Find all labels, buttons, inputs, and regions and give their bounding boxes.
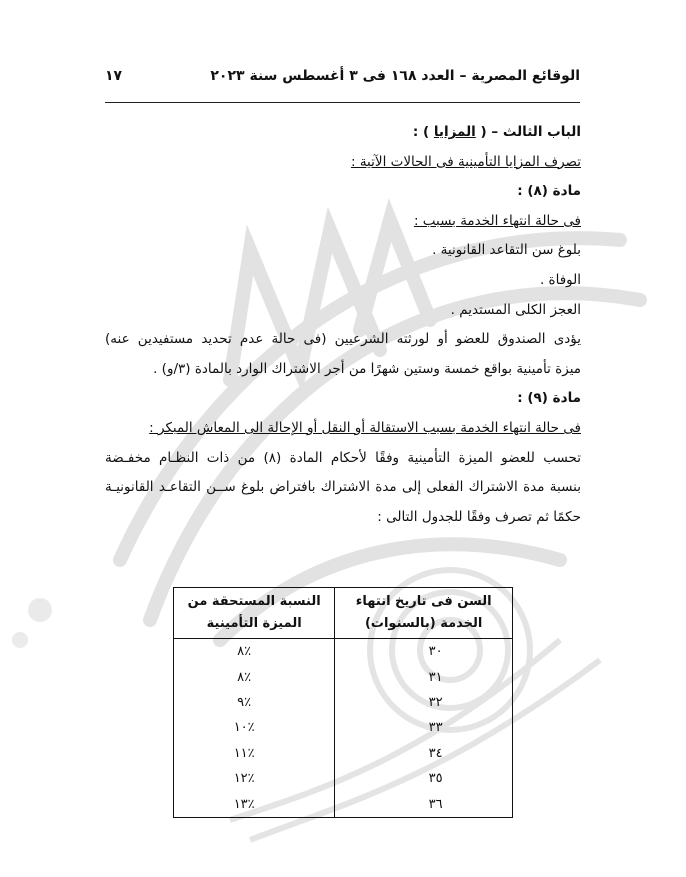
article-8-item-2: الوفاة .: [539, 271, 581, 288]
document-body: [105, 118, 581, 532]
table-row: [174, 639, 513, 665]
benefit-table: [173, 587, 513, 818]
chapter-topic: المزايا: [433, 124, 476, 140]
percentage-cell: ٪١١: [174, 741, 335, 766]
age-cell: ٣٦: [335, 791, 513, 817]
age-cell: ٣١: [335, 664, 513, 689]
chapter-label: الباب الثالث: [502, 124, 581, 140]
page-number: ١٧: [105, 68, 123, 84]
article-9-case: فى حالة انتهاء الخدمة بسبب الاستقالة أو النقل أو الإحالة الى المعاش المبكر :: [149, 419, 581, 436]
chapter-separator: – (: [475, 124, 503, 140]
article-8-title: مادة (٨) :: [517, 183, 581, 200]
article-9-title: مادة (٩) :: [517, 390, 581, 407]
table-row: [174, 690, 513, 715]
article-8-case: فى حالة انتهاء الخدمة بسبب :: [413, 212, 581, 229]
table-row: [174, 766, 513, 791]
gazette-title: الوقائع المصرية – العدد ١٦٨ فى ٣ أغسطس سنة ٢٠٢٣: [210, 68, 580, 84]
chapter-heading: [105, 118, 581, 148]
percentage-cell: ٪١٠: [174, 715, 335, 740]
article-8-paragraph-line-2: ميزة تأمينية بواقع خمسة وستين شهرًا من أجر الاشتراك الوارد بالمادة (٣/و) .: [153, 360, 581, 377]
percentage-cell: ٪٨: [174, 664, 335, 689]
age-cell: ٣٤: [335, 741, 513, 766]
age-column-header: السن فى تاريخ انتهاء الخدمة (بالسنوات): [335, 588, 513, 639]
article-8-paragraph-line-1: يؤدى الصندوق للعضو أو لورثته الشرعيين (فى حالة عدم تحديد مستفيدين عنه): [105, 331, 581, 348]
page-header: [105, 64, 580, 94]
percentage-cell: ٪١٢: [174, 766, 335, 791]
age-cell: ٣٥: [335, 766, 513, 791]
table-body: [174, 639, 513, 818]
article-9-line-1: تحسب للعضو الميزة التأمينية وفقًا لأحكام المادة (٨) من ذات النظـام مخفـضة: [105, 449, 581, 466]
article-8-item-1: بلوغ سن التقاعد القانونية .: [432, 242, 581, 259]
age-cell: ٣٣: [335, 715, 513, 740]
percentage-cell: ٪٩: [174, 690, 335, 715]
percentage-cell: ٪٨: [174, 639, 335, 665]
age-cell: ٣٠: [335, 639, 513, 665]
header-divider: [105, 102, 580, 103]
table-row: [174, 715, 513, 740]
article-8-item-3: العجز الكلى المستديم .: [450, 301, 581, 318]
chapter-end: ) :: [412, 124, 434, 140]
age-cell: ٣٢: [335, 690, 513, 715]
table-row: [174, 741, 513, 766]
article-9-line-3: حكمًا ثم تصرف وفقًا للجدول التالى :: [377, 508, 581, 525]
benefit-table-grid: [173, 587, 513, 818]
table-row: [174, 791, 513, 817]
article-9-line-2: بنسبة مدة الاشتراك الفعلى إلى مدة الاشتراك بافتراض بلوغ ســن التقاعـد القانونيـة: [105, 479, 581, 496]
table-row: [174, 664, 513, 689]
percentage-column-header: النسبة المستحقة من الميزة التأمينية: [174, 588, 335, 639]
percentage-cell: ٪١٣: [174, 791, 335, 817]
intro-line: تصرف المزايا التأمينية فى الحالات الآتية :: [350, 153, 581, 170]
table-header-row: [174, 588, 513, 639]
